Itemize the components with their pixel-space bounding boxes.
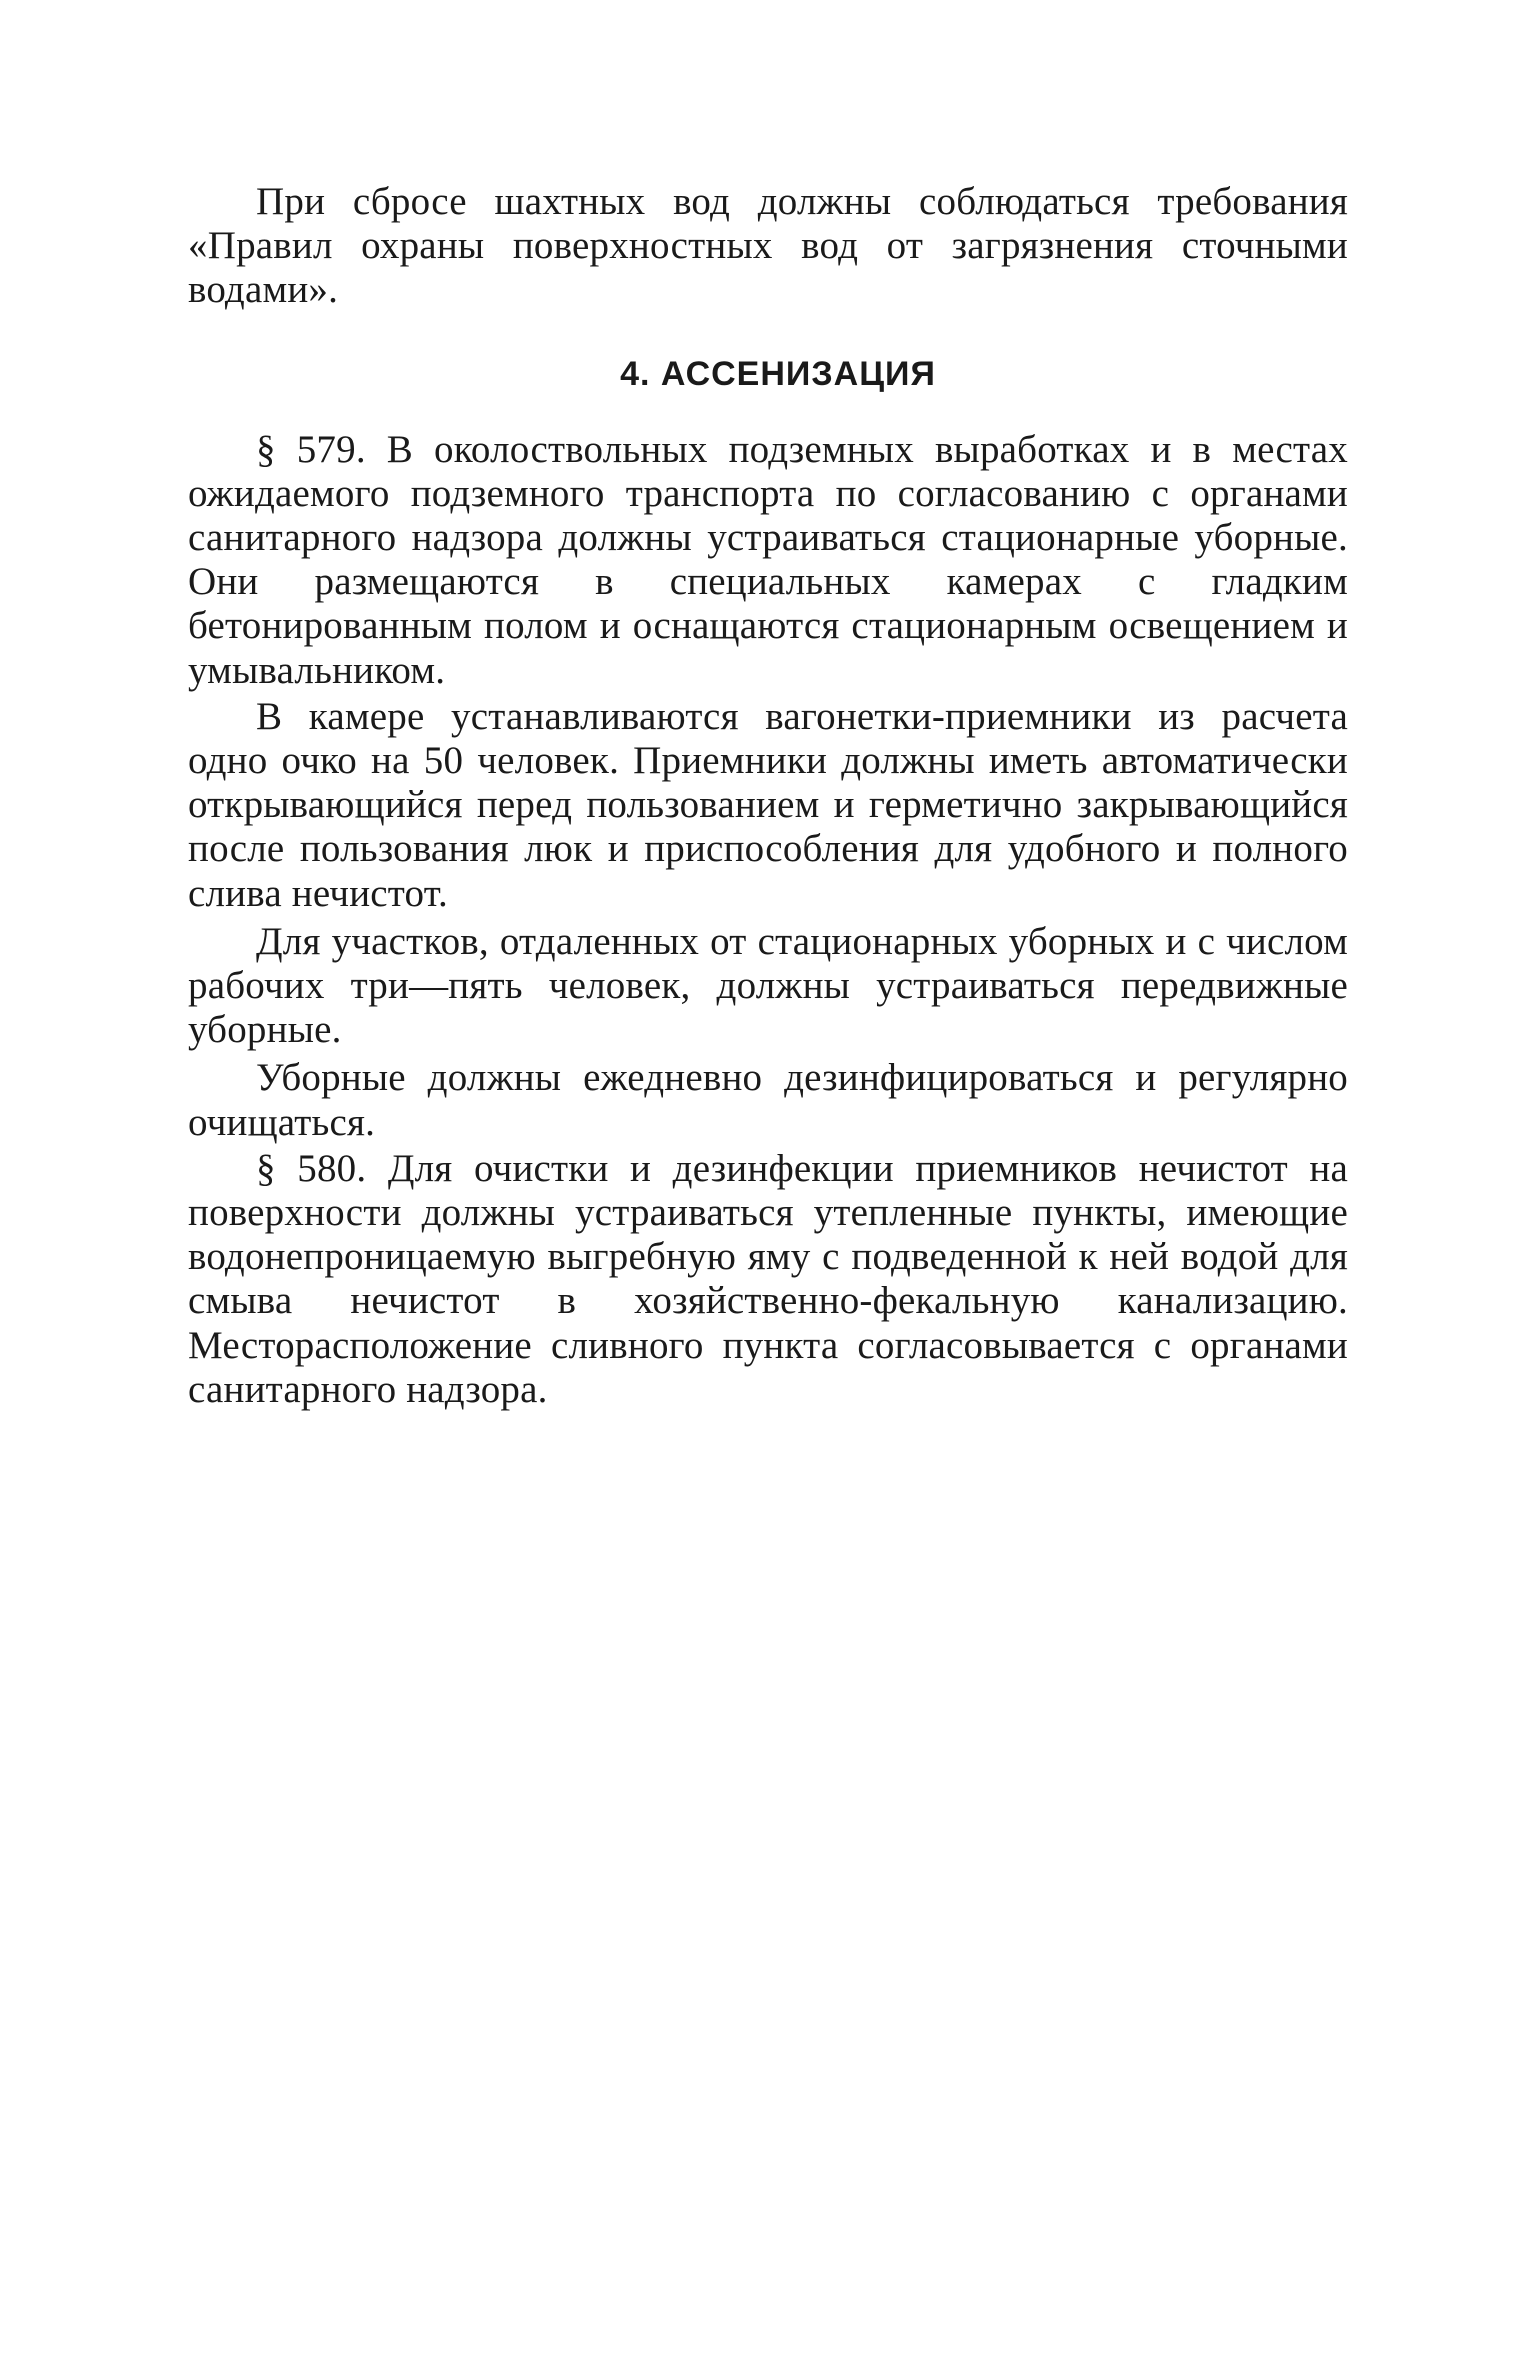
paragraph-579: § 579. В околоствольных подземных выработках и в местах ожидаемого подземного транспорта по согласованию с органами санитарного надзора должны устраиваться стационарные уборные. Они размещаются в специальных камерах с гладким бетонированным полом и оснащаются стационарным освещением и умывальником.: [188, 427, 1348, 692]
paragraph-mobile-toilets: Для участков, отдаленных от стационарных уборных и с числом рабочих три—пять человек, должны устраиваться передвижные уборные.: [188, 919, 1348, 1052]
document-page: [188, 180, 1348, 1412]
intro-paragraph: При сбросе шахтных вод должны соблюдаться требования «Правил охраны поверхностных вод от загрязнения сточными водами».: [188, 180, 1348, 312]
paragraph-disinfection: Уборные должны ежедневно дезинфицироваться и регулярно очищаться.: [188, 1056, 1348, 1144]
paragraph-580: § 580. Для очистки и дезинфекции приемников нечистот на поверхности должны устраиваться утепленные пункты, имеющие водонепроницаемую выгребную яму с подведенной к ней водой для смыва нечистот в хозяйственно-фекальную канализацию. Месторасположение сливного пункта согласовывается с органами санитарного надзора.: [188, 1146, 1348, 1411]
section-heading: 4. АССЕНИЗАЦИЯ: [620, 354, 936, 393]
paragraph-wagons: В камере устанавливаются вагонетки-приемники из расчета одно очко на 50 человек. Приемники должны иметь автоматически открывающийся перед пользованием и герметично закрывающийся после пользования люк и приспособления для удобного и полного слива нечистот.: [188, 694, 1348, 915]
